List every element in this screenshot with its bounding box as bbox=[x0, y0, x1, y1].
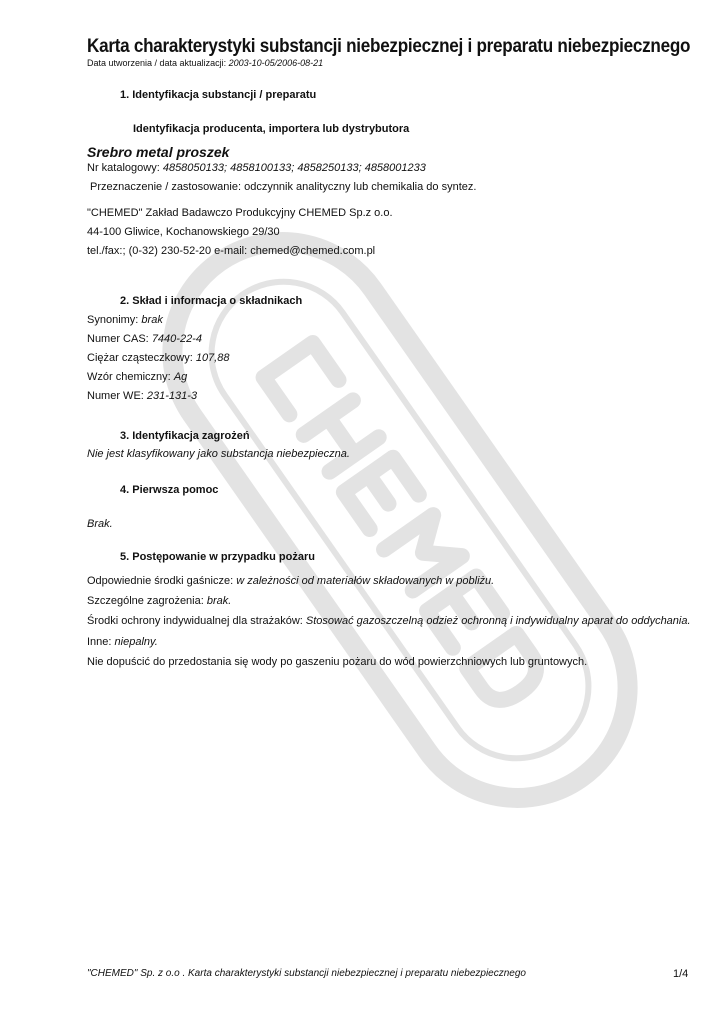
we-number-row bbox=[87, 389, 197, 403]
dates-label: Data utworzenia / data aktualizacji: bbox=[87, 58, 227, 68]
other-label: Inne: bbox=[87, 636, 112, 648]
formula-row bbox=[87, 370, 187, 384]
document-dates bbox=[87, 58, 323, 69]
section-4-heading: 4. Pierwsza pomoc bbox=[120, 484, 219, 496]
other-value: niepalny. bbox=[114, 636, 158, 648]
catalog-number bbox=[87, 161, 426, 175]
molecular-mass-row bbox=[87, 351, 229, 365]
section-2-heading: 2. Skład i informacja o składnikach bbox=[120, 295, 303, 307]
synonyms-row bbox=[87, 313, 163, 327]
extinguishing-agents-label: Odpowiednie środki gaśnicze: bbox=[87, 575, 234, 587]
product-purpose: Przeznaczenie / zastosowanie: odczynnik analityczny lub chemikalia do syntez. bbox=[90, 181, 477, 193]
document-title: Karta charakterystyki substancji niebezpiecznej i preparatu niebezpiecznego bbox=[87, 36, 691, 57]
company-name: "CHEMED" Zakład Badawczo Produkcyjny CHEMED Sp.z o.o. bbox=[87, 207, 393, 219]
we-number-value: 231-131-3 bbox=[146, 390, 198, 402]
special-hazards-row bbox=[87, 594, 231, 608]
formula-value: Ag bbox=[173, 371, 188, 383]
water-warning-text: Nie dopuścić do przedostania się wody po gaszeniu pożaru do wód powierzchniowych lub gruntowych. bbox=[87, 656, 588, 668]
firefighter-protection-value: Stosować gazoszczelną odzież ochronną i indywidualny aparat do oddychania. bbox=[305, 615, 691, 627]
cas-label: Numer CAS: bbox=[87, 333, 149, 345]
section-1-subheading: Identyfikacja producenta, importera lub dystrybutora bbox=[133, 123, 410, 135]
company-address: 44-100 Gliwice, Kochanowskiego 29/30 bbox=[87, 226, 280, 238]
product-name: Srebro metal proszek bbox=[87, 144, 230, 160]
molecular-mass-value: 107,88 bbox=[195, 352, 230, 364]
hazard-classification-text: Nie jest klasyfikowany jako substancja niebezpieczna. bbox=[87, 448, 350, 460]
molecular-mass-label: Ciężar cząsteczkowy: bbox=[87, 352, 193, 364]
footer-text: "CHEMED" Sp. z o.o . Karta charakterystyki substancji niebezpiecznej i preparatu niebezpiecznego bbox=[87, 968, 526, 979]
other-row bbox=[87, 635, 158, 649]
catalog-label: Nr katalogowy: bbox=[87, 162, 160, 174]
we-number-label: Numer WE: bbox=[87, 390, 144, 402]
firefighter-protection-label: Środki ochrony indywidualnej dla strażaków: bbox=[87, 615, 303, 627]
cas-value: 7440-22-4 bbox=[151, 333, 202, 345]
synonyms-label: Synonimy: bbox=[87, 314, 139, 326]
extinguishing-agents-value: w zależności od materiałów składowanych w pobliżu. bbox=[236, 575, 495, 587]
synonyms-value: brak bbox=[141, 314, 163, 326]
section-3-heading: 3. Identyfikacja zagrożeń bbox=[120, 430, 250, 442]
special-hazards-label: Szczególne zagrożenia: bbox=[87, 595, 204, 607]
page-number: 1/4 bbox=[673, 968, 689, 980]
catalog-value: 4858050133; 4858100133; 4858250133; 4858001233 bbox=[162, 162, 426, 174]
section-1-heading: 1. Identyfikacja substancji / preparatu bbox=[120, 89, 317, 101]
formula-label: Wzór chemiczny: bbox=[87, 371, 171, 383]
firefighter-protection-row bbox=[87, 614, 691, 628]
company-contact: tel./fax:; (0-32) 230-52-20 e-mail: chemed@chemed.com.pl bbox=[87, 245, 376, 257]
section-5-heading: 5. Postępowanie w przypadku pożaru bbox=[120, 551, 315, 563]
cas-row bbox=[87, 332, 202, 346]
special-hazards-value: brak. bbox=[206, 595, 232, 607]
dates-value: 2003-10-05/2006-08-21 bbox=[228, 58, 324, 68]
first-aid-text: Brak. bbox=[87, 518, 113, 530]
extinguishing-agents-row bbox=[87, 574, 494, 588]
